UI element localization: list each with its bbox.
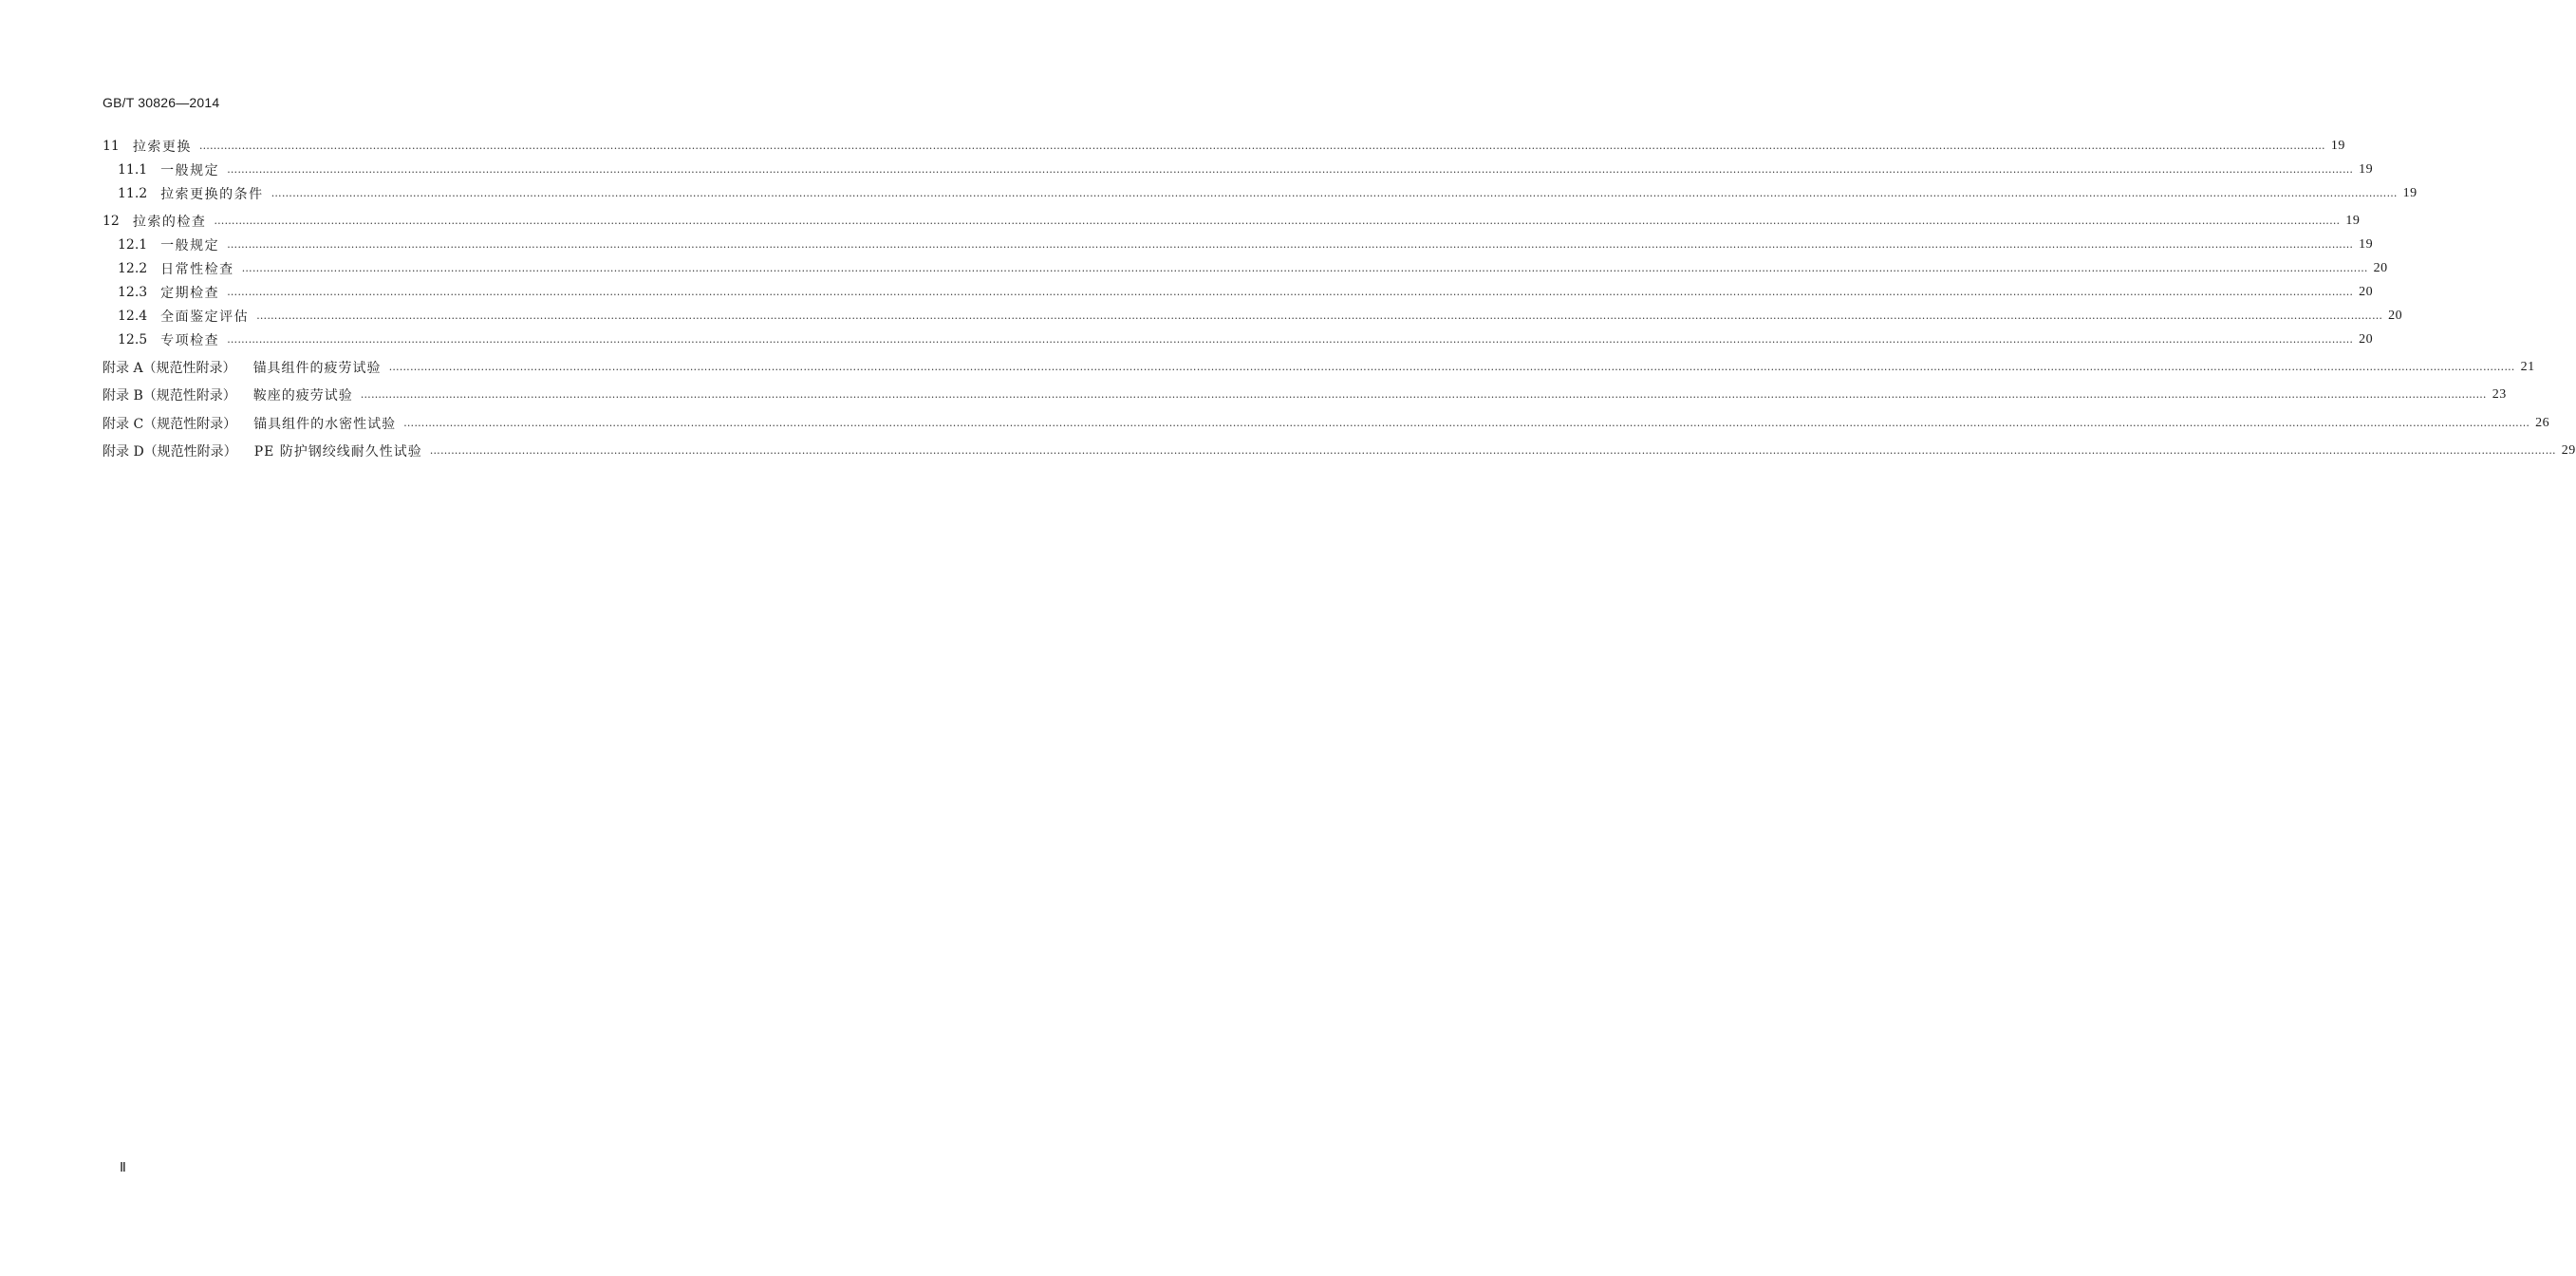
toc-entry-number: 11 [103, 139, 120, 154]
toc-entry-title: PE 防护钢绞线耐久性试验 [253, 444, 422, 460]
toc-leader-dots: …………………………………………………………………………………………………………………………………………………………………………………………………………………………………………………………………………………………………………………………………………………………………………………………………………………………………………………………………………………………………………………………………………………… [360, 388, 2487, 401]
toc-entry[interactable] [0, 212, 2361, 231]
toc-entry-number: 12.4 [118, 309, 148, 324]
toc-entry[interactable] [0, 160, 2374, 179]
toc-leader-dots: …………………………………………………………………………………………………………………………………………………………………………………………………………………………………………………………………………………………………………………………………………………………………………………………………………………………………………………………………………………………………………………………………………………… [256, 310, 2383, 322]
toc-leader-dots: …………………………………………………………………………………………………………………………………………………………………………………………………………………………………………………………………………………………………………………………………………………………………………………………………………………………………………………………………………………………………………………………………………………… [227, 238, 2354, 251]
toc-entry-number: 12.2 [118, 261, 148, 276]
toc-entry-title: 定期检查 [160, 286, 220, 301]
toc-leader-dots: …………………………………………………………………………………………………………………………………………………………………………………………………………………………………………………………………………………………………………………………………………………………………………………………………………………………………………………………………………………………………………………………………………………… [241, 262, 2368, 274]
toc-entry-title: 拉索的检查 [132, 215, 207, 230]
toc-entry[interactable] [0, 441, 2576, 460]
toc-entry-number: 11.2 [118, 186, 148, 201]
toc-entry-title: 一般规定 [160, 163, 220, 178]
toc-entry-number: 附录 B（规范性附录） [103, 388, 236, 403]
toc-entry-page: 26 [2535, 416, 2550, 430]
toc-entry-title: 拉索更换 [132, 140, 192, 155]
toc-entry-page: 19 [2359, 237, 2374, 252]
toc-leader-dots: …………………………………………………………………………………………………………………………………………………………………………………………………………………………………………………………………………………………………………………………………………………………………………………………………………………………………………………………………………………………………………………………………………………… [388, 361, 2515, 373]
toc-entry[interactable] [0, 330, 2374, 349]
toc-entry-page: 20 [2359, 285, 2374, 299]
toc-entry[interactable] [0, 184, 2417, 203]
toc-entry-number: 11.1 [118, 162, 148, 178]
toc-entry[interactable] [0, 307, 2403, 326]
toc-entry-number: 12.5 [118, 332, 148, 347]
toc-entry-page: 29 [2561, 443, 2576, 458]
toc-entry-number: 附录 C（规范性附录） [103, 417, 237, 432]
toc-entry-page: 19 [2359, 162, 2374, 177]
toc-entry-page: 23 [2492, 387, 2507, 402]
toc-leader-dots: …………………………………………………………………………………………………………………………………………………………………………………………………………………………………………………………………………………………………………………………………………………………………………………………………………………………………………………………………………………………………………………………………………………… [214, 215, 2341, 227]
document-code: GB/T 30826—2014 [103, 95, 220, 110]
toc-entry-page: 20 [2388, 309, 2403, 323]
toc-entry[interactable] [0, 358, 2535, 377]
toc-leader-dots: …………………………………………………………………………………………………………………………………………………………………………………………………………………………………………………………………………………………………………………………………………………………………………………………………………………………………………………………………………………………………………………………………………………… [271, 187, 2398, 199]
toc-entry[interactable] [0, 137, 2345, 156]
toc-entry[interactable] [0, 259, 2388, 278]
toc-entry-title: 全面鉴定评估 [160, 310, 250, 325]
toc-entry-title: 一般规定 [160, 238, 220, 253]
toc-entry-number: 附录 D（规范性附录） [103, 444, 237, 460]
toc-entry-title: 日常性检查 [160, 262, 234, 277]
toc-entry-number: 12 [103, 214, 120, 229]
toc-leader-dots: …………………………………………………………………………………………………………………………………………………………………………………………………………………………………………………………………………………………………………………………………………………………………………………………………………………………………………………………………………………………………………………………………………………… [227, 163, 2354, 176]
toc-entry-title: 鞍座的疲劳试验 [252, 388, 353, 403]
toc-entry-page: 19 [2330, 139, 2345, 153]
toc-leader-dots: …………………………………………………………………………………………………………………………………………………………………………………………………………………………………………………………………………………………………………………………………………………………………………………………………………………………………………………………………………………………………………………………………………………… [403, 417, 2530, 429]
toc-entry-title: 锚具组件的疲劳试验 [252, 361, 382, 376]
toc-leader-dots: …………………………………………………………………………………………………………………………………………………………………………………………………………………………………………………………………………………………………………………………………………………………………………………………………………………………………………………………………………………………………………………………………………………… [198, 140, 2325, 152]
toc-entry-number: 12.1 [118, 237, 148, 253]
toc-entry-page: 20 [2359, 332, 2374, 347]
page-number: Ⅱ [120, 1161, 126, 1175]
toc-entry-number: 附录 A（规范性附录） [103, 361, 236, 376]
toc-entry-number: 12.3 [118, 285, 148, 300]
toc-entry-title: 拉索更换的条件 [160, 187, 264, 202]
toc-entry-title: 专项检查 [160, 333, 220, 348]
toc-entry-page: 19 [2345, 214, 2361, 228]
toc-entry-title: 锚具组件的水密性试验 [253, 417, 397, 432]
toc-entry-page: 21 [2520, 360, 2535, 374]
toc-entry-page: 20 [2373, 261, 2388, 275]
toc-entry[interactable] [0, 235, 2374, 254]
toc-entry[interactable] [0, 414, 2550, 433]
toc-entry[interactable] [0, 385, 2507, 404]
toc-entry-page: 19 [2402, 186, 2417, 200]
toc-leader-dots: …………………………………………………………………………………………………………………………………………………………………………………………………………………………………………………………………………………………………………………………………………………………………………………………………………………………………………………………………………………………………………………………………………………… [227, 286, 2354, 298]
toc-leader-dots: …………………………………………………………………………………………………………………………………………………………………………………………………………………………………………………………………………………………………………………………………………………………………………………………………………………………………………………………………………………………………………………………………………………… [429, 444, 2556, 457]
toc-entry[interactable] [0, 283, 2374, 302]
toc-leader-dots: …………………………………………………………………………………………………………………………………………………………………………………………………………………………………………………………………………………………………………………………………………………………………………………………………………………………………………………………………………………………………………………………………………………… [227, 333, 2354, 346]
